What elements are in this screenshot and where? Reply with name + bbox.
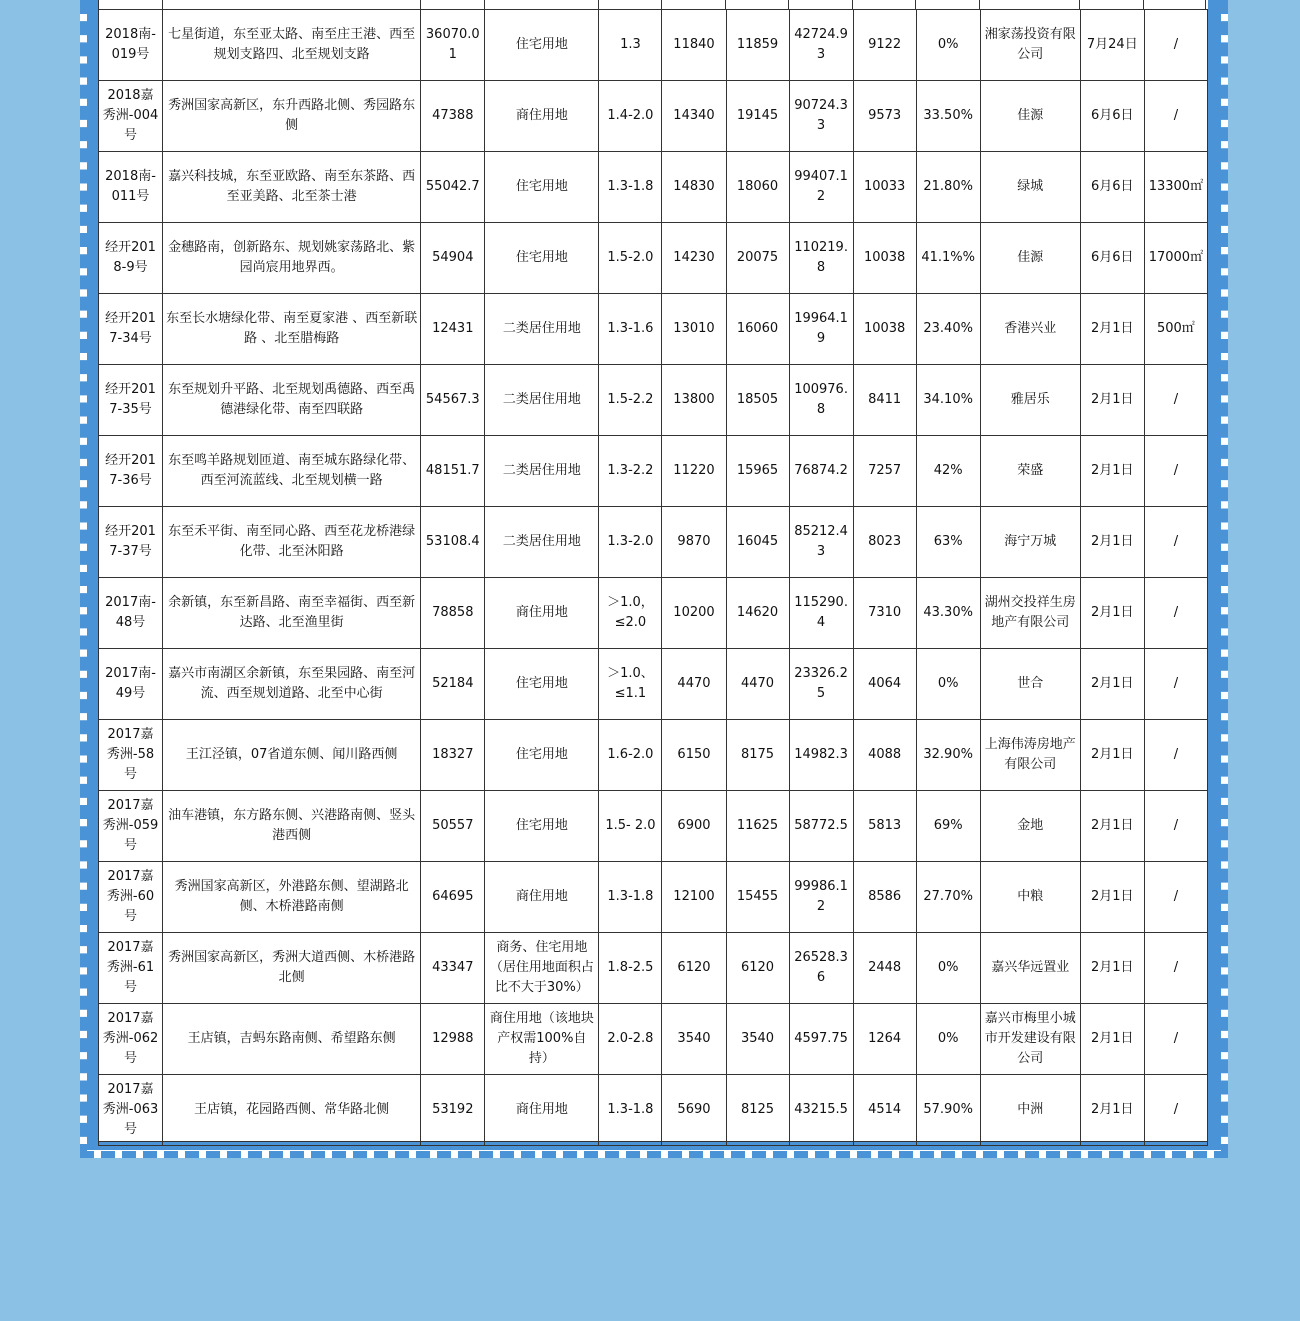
cell-self-hold: /: [1144, 862, 1207, 933]
cell-premium: 10033: [853, 152, 916, 223]
cell-building-area: 110219.8: [789, 223, 853, 294]
cell-self-hold: /: [1144, 436, 1207, 507]
cell-premium: 10038: [853, 223, 916, 294]
cell-plot-ratio: ＞1.0、≤1.1: [599, 649, 662, 720]
table-row: [99, 10, 1208, 81]
cell-date: 2月1日: [1080, 1004, 1144, 1075]
cell-land-use: 商务、住宅用地（居住用地面积占比不大于30%）: [485, 933, 599, 1004]
cell-premium-rate: 32.90%: [916, 720, 980, 791]
cell-buyer: 上海伟涛房地产有限公司: [980, 720, 1080, 791]
cell-date: 2月1日: [1080, 791, 1144, 862]
cell-buyer: 荣盛: [980, 436, 1080, 507]
cell-location: 东至禾平街、南至同心路、西至花龙桥港绿化带、北至沐阳路: [163, 507, 421, 578]
cell-premium-rate: 27.70%: [916, 862, 980, 933]
cell-premium: 2448: [853, 933, 916, 1004]
cell-land-use: 商住用地: [485, 1075, 599, 1146]
cell-building-area: 23326.25: [789, 649, 853, 720]
cell-land-use: 住宅用地: [485, 649, 599, 720]
cell-date: 2月1日: [1080, 436, 1144, 507]
cell-parcel-id: 2018嘉秀洲-004号: [99, 81, 163, 152]
cell-premium: 10038: [853, 294, 916, 365]
column-divider: [915, 0, 916, 9]
cell-location: 嘉兴市南湖区余新镇，东至果园路、南至河流、西至规划道路、北至中心街: [163, 649, 421, 720]
table-row: [99, 578, 1208, 649]
cell-self-hold: /: [1144, 81, 1207, 152]
cell-avg-price: 14620: [726, 578, 789, 649]
cell-parcel-id: 经开2017-36号: [99, 436, 163, 507]
cell-building-area: 26528.36: [789, 933, 853, 1004]
cell-area: 18327: [421, 720, 485, 791]
cell-buyer: 海宁万城: [980, 507, 1080, 578]
cell-avg-price: 18505: [726, 365, 789, 436]
cell-area: 50557: [421, 791, 485, 862]
cell-area: 55042.7: [421, 152, 485, 223]
table-row: [99, 294, 1208, 365]
cell-avg-price: 11625: [726, 791, 789, 862]
cell-floor-price: 14830: [662, 152, 726, 223]
cell-premium: 4064: [853, 649, 916, 720]
table-row: [99, 862, 1208, 933]
cell-premium: 8586: [853, 862, 916, 933]
column-divider: [788, 0, 789, 9]
cell-land-use: 二类居住用地: [485, 436, 599, 507]
cell-land-use: 住宅用地: [485, 10, 599, 81]
cell-plot-ratio: 1.8-2.5: [599, 933, 662, 1004]
cell-land-use: 二类居住用地: [485, 294, 599, 365]
cell-premium-rate: 0%: [916, 649, 980, 720]
column-divider: [162, 0, 163, 9]
cell-self-hold: 500㎡: [1144, 294, 1207, 365]
cell-parcel-id: 2017嘉秀洲-059号: [99, 791, 163, 862]
cell-plot-ratio: 1.5- 2.0: [599, 791, 662, 862]
cell-floor-price: 5690: [662, 1075, 726, 1146]
cell-plot-ratio: 1.4-2.0: [599, 81, 662, 152]
cell-land-use: 商住用地: [485, 862, 599, 933]
cell-avg-price: 8125: [726, 1075, 789, 1146]
table-row: [99, 507, 1208, 578]
cell-date: 2月1日: [1080, 294, 1144, 365]
cell-building-area: 43215.5: [789, 1075, 853, 1146]
column-divider: [979, 0, 980, 9]
cell-land-use: 商住用地: [485, 578, 599, 649]
cell-location: 金穗路南，创新路东、规划姚家荡路北、紫园尚宸用地界西。: [163, 223, 421, 294]
table-row: [99, 791, 1208, 862]
cell-avg-price: 8175: [726, 720, 789, 791]
cell-location: 王店镇，花园路西侧、常华路北侧: [163, 1075, 421, 1146]
cell-self-hold: /: [1144, 720, 1207, 791]
cell-building-area: 85212.43: [789, 507, 853, 578]
cell-premium-rate: 0%: [916, 1004, 980, 1075]
cell-parcel-id: 2017嘉秀洲-61号: [99, 933, 163, 1004]
cell-floor-price: 13800: [662, 365, 726, 436]
cell-buyer: 佳源: [980, 81, 1080, 152]
cell-premium: 4514: [853, 1075, 916, 1146]
cell-plot-ratio: 1.5-2.2: [599, 365, 662, 436]
cell-self-hold: /: [1144, 1075, 1207, 1146]
cell-building-area: 115290.4: [789, 578, 853, 649]
table-row: [99, 152, 1208, 223]
cell-plot-ratio: 1.3-2.0: [599, 507, 662, 578]
cell-parcel-id: 2017南-49号: [99, 649, 163, 720]
cell-buyer: 香港兴业: [980, 294, 1080, 365]
cell-building-area: 100976.8: [789, 365, 853, 436]
cell-area: 54567.3: [421, 365, 485, 436]
cell-date: 2月1日: [1080, 1075, 1144, 1146]
cell-self-hold: /: [1144, 933, 1207, 1004]
cell-plot-ratio: 1.3-1.6: [599, 294, 662, 365]
cell-avg-price: 19145: [726, 81, 789, 152]
cell-land-use: 住宅用地: [485, 223, 599, 294]
cell-area: 53192: [421, 1075, 485, 1146]
cell-plot-ratio: 1.3-1.8: [599, 862, 662, 933]
cell-date: 6月6日: [1080, 152, 1144, 223]
cell-avg-price: 6120: [726, 933, 789, 1004]
cell-building-area: 90724.33: [789, 81, 853, 152]
cell-floor-price: 11220: [662, 436, 726, 507]
cell-area: 43347: [421, 933, 485, 1004]
cell-premium: 8023: [853, 507, 916, 578]
column-divider: [1205, 0, 1206, 9]
cell-buyer: 湖州交投祥生房地产有限公司: [980, 578, 1080, 649]
cell-buyer: 绿城: [980, 152, 1080, 223]
cell-premium-rate: 43.30%: [916, 578, 980, 649]
cell-building-area: 58772.5: [789, 791, 853, 862]
cell-building-area: 19964.19: [789, 294, 853, 365]
cell-date: 6月6日: [1080, 223, 1144, 294]
cell-buyer: 湘家荡投资有限公司: [980, 10, 1080, 81]
land-auction-table-wrap: [98, 0, 1208, 1142]
cell-premium-rate: 0%: [916, 933, 980, 1004]
column-divider: [484, 0, 485, 9]
cell-parcel-id: 2017嘉秀洲-062号: [99, 1004, 163, 1075]
cell-avg-price: 18060: [726, 152, 789, 223]
table-top-edge: [98, 0, 1208, 9]
cell-building-area: 76874.2: [789, 436, 853, 507]
cell-building-area: 99986.12: [789, 862, 853, 933]
table-row: [99, 223, 1208, 294]
table-row: [99, 649, 1208, 720]
cell-land-use: 二类居住用地: [485, 507, 599, 578]
column-divider: [420, 0, 421, 9]
cell-self-hold: 13300㎡: [1144, 152, 1207, 223]
cell-floor-price: 12100: [662, 862, 726, 933]
cell-land-use: 住宅用地: [485, 152, 599, 223]
cell-plot-ratio: ＞1.0，≤2.0: [599, 578, 662, 649]
cell-area: 53108.4: [421, 507, 485, 578]
cell-parcel-id: 经开2017-37号: [99, 507, 163, 578]
cell-building-area: 42724.93: [789, 10, 853, 81]
cell-location: 七星街道，东至亚太路、南至庄王港、西至规划支路四、北至规划支路: [163, 10, 421, 81]
cell-self-hold: /: [1144, 578, 1207, 649]
cell-floor-price: 6150: [662, 720, 726, 791]
cell-premium-rate: 0%: [916, 10, 980, 81]
cell-date: 2月1日: [1080, 862, 1144, 933]
cell-premium: 8411: [853, 365, 916, 436]
cell-location: 嘉兴科技城，东至亚欧路、南至东茶路、西至亚美路、北至茶士港: [163, 152, 421, 223]
cell-avg-price: 16045: [726, 507, 789, 578]
cell-area: 52184: [421, 649, 485, 720]
cell-premium-rate: 63%: [916, 507, 980, 578]
cell-self-hold: 17000㎡: [1144, 223, 1207, 294]
cell-floor-price: 14230: [662, 223, 726, 294]
cell-self-hold: /: [1144, 649, 1207, 720]
cell-location: 东至规划升平路、北至规划禹德路、西至禹德港绿化带、南至四联路: [163, 365, 421, 436]
cell-plot-ratio: 2.0-2.8: [599, 1004, 662, 1075]
cell-avg-price: 15455: [726, 862, 789, 933]
cell-buyer: 金地: [980, 791, 1080, 862]
cell-plot-ratio: 1.6-2.0: [599, 720, 662, 791]
cell-plot-ratio: 1.3-1.8: [599, 152, 662, 223]
cell-premium-rate: 34.10%: [916, 365, 980, 436]
cell-floor-price: 4470: [662, 649, 726, 720]
cell-floor-price: 6120: [662, 933, 726, 1004]
cell-location: 秀洲国家高新区，秀洲大道西侧、木桥港路北侧: [163, 933, 421, 1004]
cell-premium: 1264: [853, 1004, 916, 1075]
cell-avg-price: 11859: [726, 10, 789, 81]
cell-area: 48151.7: [421, 436, 485, 507]
cell-date: 2月1日: [1080, 933, 1144, 1004]
cell-location: 东至长水塘绿化带、南至夏家港 、西至新联路 、北至腊梅路: [163, 294, 421, 365]
cell-location: 秀洲国家高新区，外港路东侧、望湖路北侧、木桥港路南侧: [163, 862, 421, 933]
cell-premium: 4088: [853, 720, 916, 791]
table-row: [99, 81, 1208, 152]
cell-date: 7月24日: [1080, 10, 1144, 81]
cell-date: 2月1日: [1080, 720, 1144, 791]
cell-floor-price: 13010: [662, 294, 726, 365]
cell-buyer: 中粮: [980, 862, 1080, 933]
right-border-strip: [1207, 0, 1221, 1150]
cell-parcel-id: 2017嘉秀洲-60号: [99, 862, 163, 933]
cell-premium-rate: 69%: [916, 791, 980, 862]
cell-parcel-id: 经开2017-34号: [99, 294, 163, 365]
cell-area: 12431: [421, 294, 485, 365]
cell-buyer: 嘉兴市梅里小城市开发建设有限公司: [980, 1004, 1080, 1075]
cell-location: 王店镇，吉蚂东路南侧、希望路东侧: [163, 1004, 421, 1075]
cell-location: 王江泾镇，07省道东侧、闻川路西侧: [163, 720, 421, 791]
cell-plot-ratio: 1.3: [599, 10, 662, 81]
cell-parcel-id: 2017嘉秀洲-58号: [99, 720, 163, 791]
cell-land-use: 商住用地: [485, 81, 599, 152]
cell-avg-price: 3540: [726, 1004, 789, 1075]
cell-premium-rate: 21.80%: [916, 152, 980, 223]
column-divider: [598, 0, 599, 9]
cell-buyer: 嘉兴华远置业: [980, 933, 1080, 1004]
cell-avg-price: 15965: [726, 436, 789, 507]
cell-parcel-id: 2018南-019号: [99, 10, 163, 81]
cell-building-area: 99407.12: [789, 152, 853, 223]
cell-premium-rate: 42%: [916, 436, 980, 507]
cell-area: 12988: [421, 1004, 485, 1075]
cell-premium: 7310: [853, 578, 916, 649]
cell-area: 36070.01: [421, 10, 485, 81]
cell-premium: 5813: [853, 791, 916, 862]
cell-building-area: 4597.75: [789, 1004, 853, 1075]
cell-area: 54904: [421, 223, 485, 294]
cell-area: 47388: [421, 81, 485, 152]
column-divider: [1143, 0, 1144, 9]
cell-date: 2月1日: [1080, 649, 1144, 720]
cell-self-hold: /: [1144, 791, 1207, 862]
cell-premium: 9573: [853, 81, 916, 152]
cell-self-hold: /: [1144, 10, 1207, 81]
table-row: [99, 933, 1208, 1004]
land-auction-table: [98, 9, 1208, 1146]
cell-location: 余新镇，东至新昌路、南至幸福街、西至新达路、北至渔里街: [163, 578, 421, 649]
cell-date: 2月1日: [1080, 365, 1144, 436]
cell-building-area: 14982.3: [789, 720, 853, 791]
column-divider: [661, 0, 662, 9]
cell-self-hold: /: [1144, 1004, 1207, 1075]
cell-premium: 7257: [853, 436, 916, 507]
cell-parcel-id: 2018南-011号: [99, 152, 163, 223]
cell-premium-rate: 57.90%: [916, 1075, 980, 1146]
cell-date: 2月1日: [1080, 578, 1144, 649]
cell-date: 6月6日: [1080, 81, 1144, 152]
table-row: [99, 1075, 1208, 1146]
column-divider: [98, 0, 99, 9]
cell-buyer: 世合: [980, 649, 1080, 720]
left-border-strip: [87, 0, 98, 1150]
cell-area: 64695: [421, 862, 485, 933]
cell-buyer: 佳源: [980, 223, 1080, 294]
cell-floor-price: 3540: [662, 1004, 726, 1075]
cell-floor-price: 10200: [662, 578, 726, 649]
column-divider: [852, 0, 853, 9]
cell-land-use: 商住用地（该地块产权需100%自持）: [485, 1004, 599, 1075]
cell-floor-price: 9870: [662, 507, 726, 578]
cell-premium: 9122: [853, 10, 916, 81]
cell-location: 东至鸣羊路规划匝道、南至城东路绿化带、西至河流蓝线、北至规划横一路: [163, 436, 421, 507]
cell-plot-ratio: 1.3-2.2: [599, 436, 662, 507]
cell-premium-rate: 33.50%: [916, 81, 980, 152]
cell-parcel-id: 经开2018-9号: [99, 223, 163, 294]
cell-location: 油车港镇，东方路东侧、兴港路南侧、竖头港西侧: [163, 791, 421, 862]
table-row: [99, 1004, 1208, 1075]
column-divider: [1079, 0, 1080, 9]
cell-floor-price: 11840: [662, 10, 726, 81]
cell-parcel-id: 2017嘉秀洲-063号: [99, 1075, 163, 1146]
cell-floor-price: 6900: [662, 791, 726, 862]
cell-self-hold: /: [1144, 507, 1207, 578]
cell-location: 秀洲国家高新区，东升西路北侧、秀园路东侧: [163, 81, 421, 152]
cell-buyer: 中洲: [980, 1075, 1080, 1146]
table-row: [99, 720, 1208, 791]
table-row: [99, 365, 1208, 436]
cell-land-use: 二类居住用地: [485, 365, 599, 436]
cell-avg-price: 20075: [726, 223, 789, 294]
cell-plot-ratio: 1.3-1.8: [599, 1075, 662, 1146]
cell-date: 2月1日: [1080, 507, 1144, 578]
cell-floor-price: 14340: [662, 81, 726, 152]
cell-parcel-id: 经开2017-35号: [99, 365, 163, 436]
cell-parcel-id: 2017南-48号: [99, 578, 163, 649]
cell-premium-rate: 41.1%%: [916, 223, 980, 294]
cell-land-use: 住宅用地: [485, 720, 599, 791]
table-row: [99, 436, 1208, 507]
cell-avg-price: 16060: [726, 294, 789, 365]
cell-plot-ratio: 1.5-2.0: [599, 223, 662, 294]
cell-avg-price: 4470: [726, 649, 789, 720]
cell-area: 78858: [421, 578, 485, 649]
cell-buyer: 雅居乐: [980, 365, 1080, 436]
cell-self-hold: /: [1144, 365, 1207, 436]
column-divider: [725, 0, 726, 9]
cell-premium-rate: 23.40%: [916, 294, 980, 365]
cell-land-use: 住宅用地: [485, 791, 599, 862]
